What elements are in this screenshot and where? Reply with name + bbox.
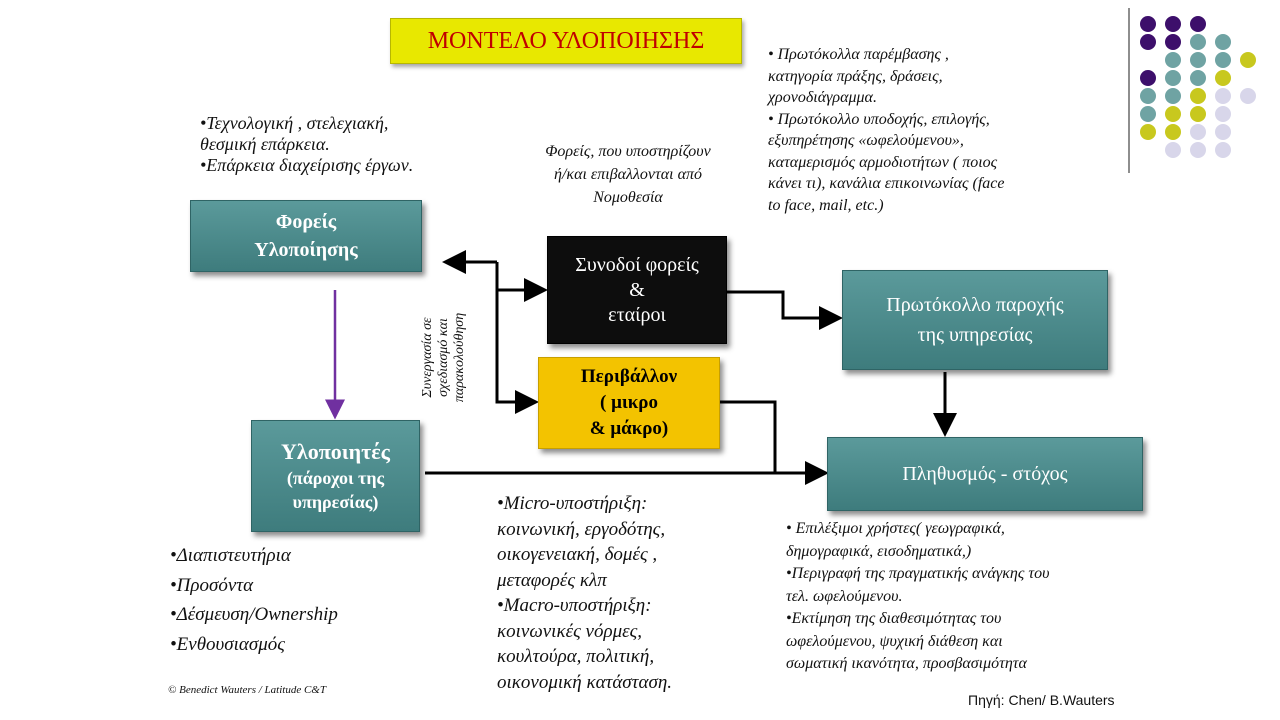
- box-foreis-ylopoiisis: [190, 200, 422, 272]
- box-line: Φορείς: [275, 211, 337, 233]
- note-top-center: [508, 140, 748, 209]
- box-line: Πληθυσμός - στόχος: [902, 462, 1068, 485]
- box-line: υπηρεσίας): [292, 492, 379, 512]
- note-line: ή/και επιβαλλονται από: [554, 166, 702, 183]
- note-line: καταμερισμός αρμοδιοτήτων ( ποιος: [768, 153, 998, 171]
- box-line: Υλοποίησης: [254, 239, 358, 261]
- note-line: εξυπηρέτησης «ωφελούμενου»,: [768, 132, 964, 149]
- box-line: εταίροι: [608, 303, 666, 326]
- note-line: χρονοδιάγραμμα.: [768, 89, 877, 106]
- note-line: μεταφορές κλπ: [497, 569, 607, 591]
- box-line: &: [629, 278, 645, 301]
- box-protokollo: [842, 270, 1108, 370]
- note-line: τελ. ωφελούμενου.: [786, 587, 903, 605]
- note-line: to face, mail, etc.): [768, 196, 884, 214]
- note-line: •Προσόντα: [170, 574, 254, 596]
- note-line: κατηγορία πράξης, δράσεις,: [768, 67, 943, 85]
- note-line: οικογενειακή, δομές ,: [497, 544, 658, 565]
- box-line: ( μικρο: [600, 392, 658, 413]
- note-line: Φορείς, που υποστηρίζουν: [545, 143, 711, 160]
- box-line: Πρωτόκολλο παροχής: [886, 294, 1064, 316]
- note-bottom-right: [786, 518, 1146, 676]
- note-vertical-synergasia: [420, 295, 468, 420]
- box-line: Περιβάλλον: [580, 366, 678, 387]
- box-perivallon: [538, 357, 720, 449]
- note-line: οικονομική κατάσταση.: [497, 671, 672, 693]
- note-line: κουλτούρα, πολιτική,: [497, 646, 655, 667]
- note-line: •Επάρκεια διαχείρισης έργων.: [200, 155, 414, 175]
- copyright-text: © Benedict Wauters / Latitude C&T: [168, 684, 326, 696]
- note-top-left: [200, 113, 500, 176]
- note-line: σχεδιασμό και: [436, 318, 451, 397]
- box-line: Συνοδοί φορείς: [575, 253, 699, 276]
- box-plithysmos: [827, 437, 1143, 511]
- note-line: • Πρωτόκολλο υποδοχής, επιλογής,: [768, 110, 990, 128]
- note-line: δημογραφικά, εισοδηματικά,): [786, 542, 972, 560]
- note-line: ωφελούμενου, ψυχική διάθεση και: [786, 632, 1003, 650]
- note-line: •Διαπιστευτήρια: [170, 545, 291, 566]
- source-text: Πηγή: Chen/ B.Wauters: [968, 692, 1115, 708]
- note-line: κοινωνική, εργοδότης,: [497, 518, 666, 540]
- note-line: • Πρωτόκολλα παρέμβασης ,: [768, 46, 949, 63]
- note-line: θεσμική επάρκεια.: [200, 134, 330, 154]
- note-line: σωματική ικανότητα, προσβασιμότητα: [786, 655, 1027, 672]
- note-bottom-left: [170, 541, 410, 659]
- note-line: παρακολούθηση: [452, 312, 467, 403]
- box-line: Υλοποιητές: [281, 439, 390, 464]
- note-line: • Επιλέξιμοι χρήστες( γεωγραφικά,: [786, 520, 1005, 537]
- note-line: κοινωνικές νόρμες,: [497, 620, 643, 642]
- box-line: (πάροχοι της: [286, 468, 385, 488]
- note-line: •Micro-υποστήριξη:: [497, 493, 648, 514]
- note-bottom-center: [497, 491, 777, 695]
- note-line: •Τεχνολογική , στελεχιακή,: [200, 113, 389, 133]
- note-line: •Εκτίμηση της διαθεσιμότητας του: [786, 610, 1002, 627]
- note-line: κάνει τι), κανάλια επικοινωνίας (face: [768, 175, 1005, 192]
- note-line: •Macro-υποστήριξη:: [497, 595, 652, 616]
- note-line: Νομοθεσία: [593, 189, 663, 206]
- note-line: Συνεργασία σε: [420, 317, 435, 398]
- box-ylopoiites: [251, 420, 420, 532]
- box-line: & μάκρο): [589, 418, 669, 439]
- note-top-right: [768, 44, 1108, 216]
- diagram-title: ΜΟΝΤΕΛΟ ΥΛΟΠΟΙΗΣΗΣ: [390, 18, 742, 64]
- note-line: •Δέσμευση/Ownership: [170, 604, 338, 625]
- note-line: •Ενθουσιασμός: [170, 633, 285, 655]
- note-line: •Περιγραφή της πραγματικής ανάγκης του: [786, 565, 1050, 582]
- box-synodoi-foreis: [547, 236, 727, 344]
- box-line: της υπηρεσίας: [917, 324, 1033, 346]
